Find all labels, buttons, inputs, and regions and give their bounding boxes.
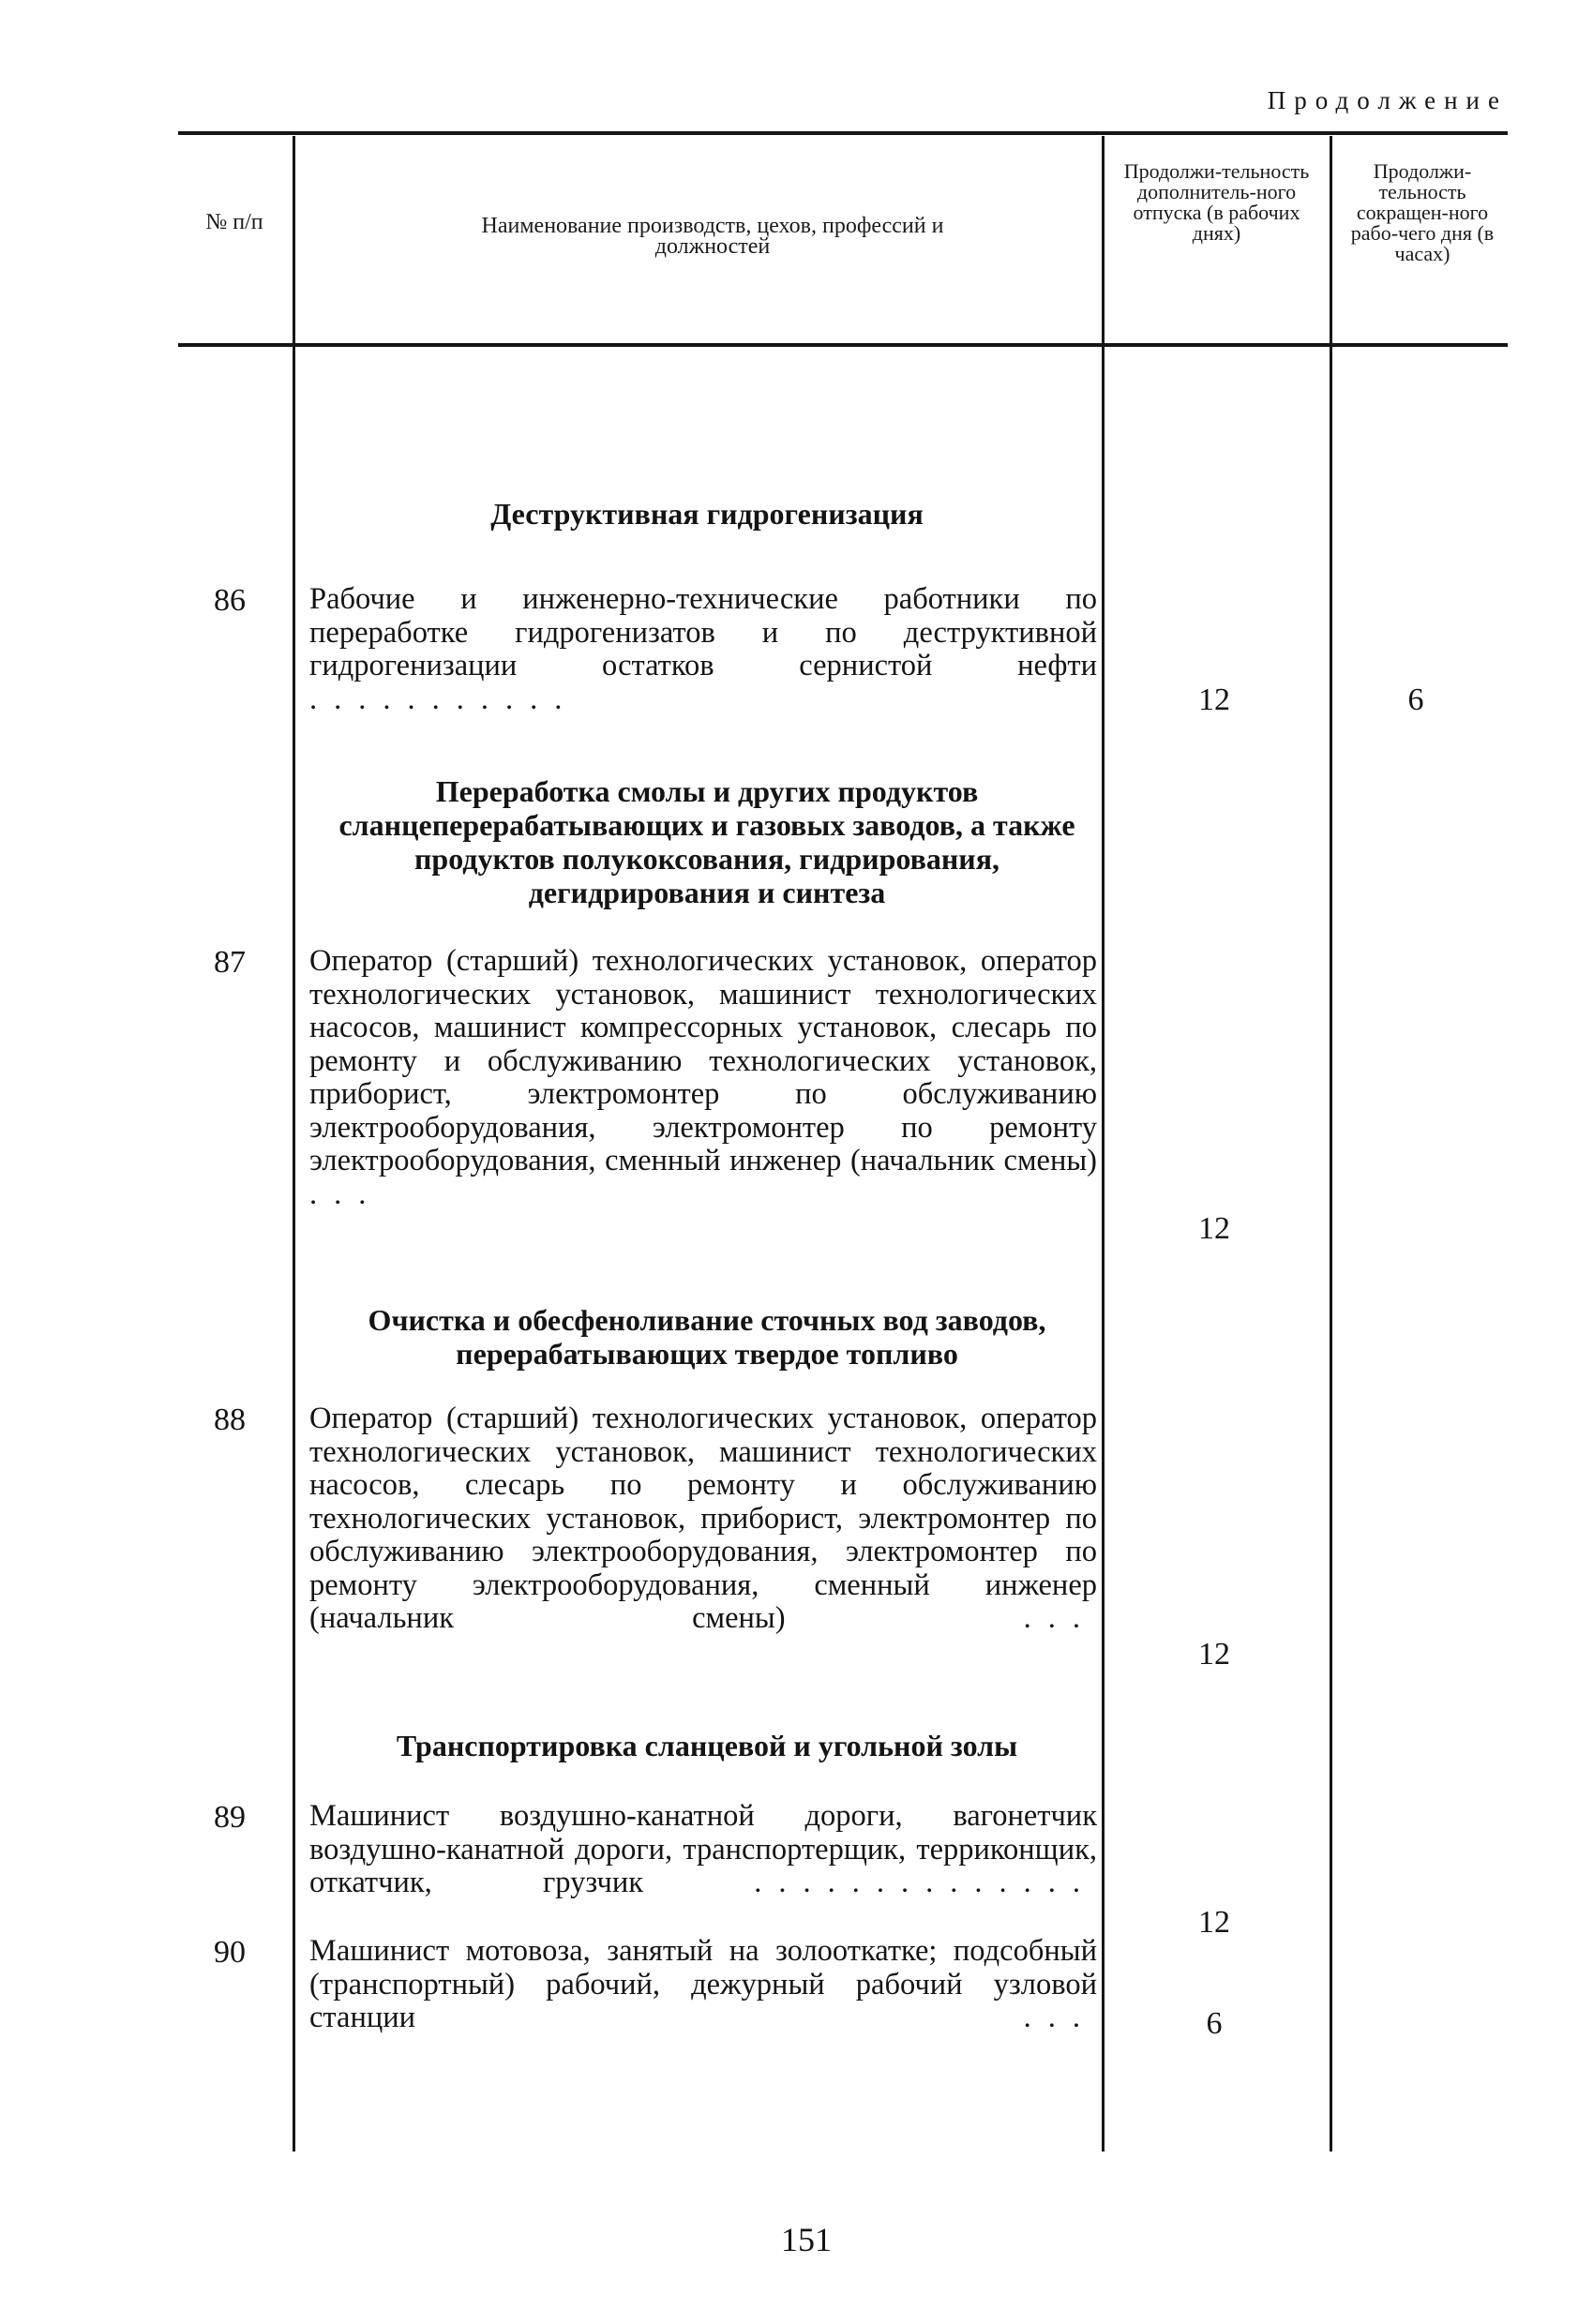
column-divider-1 [293,136,295,2152]
header-number: № п/п [205,210,263,234]
vacation-days-value: 12 [1198,1905,1230,1940]
vacation-days-value: 12 [1198,682,1230,717]
continuation-label: Продолжение [1267,86,1508,114]
header-bottom-rule [178,343,1508,347]
vacation-days-value: 12 [1198,1211,1230,1246]
workday-hours-value: 6 [1407,682,1424,717]
row-number: 88 [214,1402,246,1437]
column-divider-2 [1102,136,1105,2152]
row-text: Оператор (старший) технологических установок, оператор технологических установок, машинист технологических насосов, слесарь по ремонту и обслуживанию технологических установок, приборист, электромонтер по обслуживанию электрооборудования, электромонтер по ремонту электрооборудования, сменный инженер (начальник смены) ... [309,1402,1098,1635]
section-title: Деструктивная гидрогенизация [490,497,924,531]
row-text: Рабочие и инженерно-технические работники по переработке гидрогенизатов и по деструктивной гидрогенизации остатков сернистой нефти ........... [309,582,1097,716]
column-divider-3 [1330,136,1332,2152]
section-title: Переработка смолы и других продуктов сланцеперерабатывающих и газовых заводов, а также продуктов полукоксования, гидрирования, дегидрирования и синтеза [338,774,1075,909]
vacation-days-value: 6 [1206,2006,1223,2041]
row-text: Машинист мотовоза, занятый на золооткатке; подсобный (транспортный) рабочий, дежурный рабочий узловой станции ... [309,1934,1097,2034]
table-top-rule [178,131,1508,135]
header-workday-hours: Продолжи-тельность сокращен-ного рабо-чего дня (в часах) [1350,159,1495,265]
page-number: 151 [781,2221,832,2258]
header-vacation-days: Продолжи-тельность дополнитель-ного отпуска (в рабочих днях) [1123,159,1310,245]
row-text: Оператор (старший) технологических установок, оператор технологических установок, машинист технологических насосов, машинист компрессорных установок, слесарь по ремонту и обслуживанию технологических установок, приборист, электромонтер по обслуживанию электрооборудования, электромонтер по ремонту электрооборудования, сменный инженер (начальник смены) ... [309,944,1097,1211]
row-number: 89 [214,1800,246,1835]
row-text: Машинист воздушно-канатной дороги, вагонетчик воздушно-канатной дороги, транспортерщик, терриконщик, откатчик, грузчик .............. [309,1799,1097,1899]
section-title: Транспортировка сланцевой и угольной золы [396,1729,1018,1762]
row-number: 90 [214,1935,246,1970]
vacation-days-value: 12 [1198,1637,1230,1672]
section-title: Очистка и обесфеноливание сточных вод заводов, перерабатывающих твердое топливо [368,1303,1046,1371]
row-number: 87 [214,945,246,980]
header-name: Наименование производств, цехов, профессий и должностей [481,214,944,259]
row-number: 86 [214,583,246,618]
